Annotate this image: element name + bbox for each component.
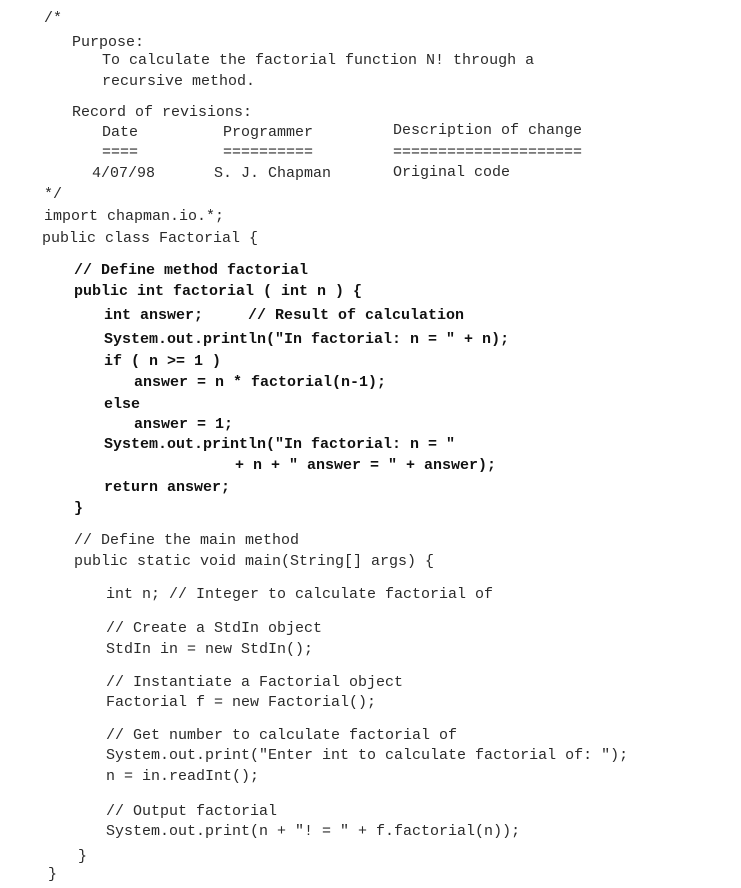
get-number-comment: // Get number to calculate factorial of: [106, 727, 458, 744]
stdin-comment: // Create a StdIn object: [106, 620, 323, 637]
factorial-signature: public int factorial ( int n ) {: [74, 283, 363, 300]
if-statement: if ( n >= 1 ): [104, 353, 222, 370]
factorial-close-brace: }: [74, 500, 84, 517]
comment-open: /*: [44, 10, 63, 27]
stdin-creation: StdIn in = new StdIn();: [106, 641, 314, 658]
table-header-description: Description of change: [393, 122, 583, 139]
purpose-line-1: To calculate the factorial function N! through a: [102, 52, 535, 69]
prompt-print: System.out.print("Enter int to calculate factorial of: ");: [106, 747, 629, 764]
purpose-label: Purpose:: [72, 34, 145, 51]
purpose-line-2: recursive method.: [102, 73, 256, 90]
base-case: answer = 1;: [134, 416, 234, 433]
answer-declaration: int answer; // Result of calculation: [104, 307, 465, 324]
factorial-instantiation: Factorial f = new Factorial();: [106, 694, 377, 711]
read-int: n = in.readInt();: [106, 768, 260, 785]
class-close-brace: }: [48, 866, 58, 883]
instantiate-comment: // Instantiate a Factorial object: [106, 674, 404, 691]
recursive-call: answer = n * factorial(n-1);: [134, 374, 387, 391]
println-answer-1: System.out.println("In factorial: n = ": [104, 436, 456, 453]
output-print: System.out.print(n + "! = " + f.factorial(n));: [106, 823, 521, 840]
table-underline-description: =====================: [393, 144, 583, 161]
table-row-programmer: S. J. Chapman: [214, 165, 332, 182]
main-signature: public static void main(String[] args) {: [74, 553, 435, 570]
main-comment: // Define the main method: [74, 532, 300, 549]
comment-close: */: [44, 186, 63, 203]
output-comment: // Output factorial: [106, 803, 278, 820]
table-header-date: Date: [102, 124, 139, 141]
return-statement: return answer;: [104, 479, 231, 496]
table-row-date: 4/07/98: [92, 165, 156, 182]
factorial-comment: // Define method factorial: [74, 262, 309, 279]
import-statement: import chapman.io.*;: [44, 208, 225, 225]
main-close-brace: }: [78, 848, 88, 865]
revisions-label: Record of revisions:: [72, 104, 253, 121]
class-declaration: public class Factorial {: [42, 230, 259, 247]
println-n: System.out.println("In factorial: n = " + n);: [104, 331, 510, 348]
table-underline-programmer: ==========: [223, 144, 314, 161]
int-n-declaration: int n; // Integer to calculate factorial of: [106, 586, 494, 603]
table-underline-date: ====: [102, 144, 139, 161]
println-answer-2: + n + " answer = " + answer);: [235, 457, 497, 474]
table-row-description: Original code: [393, 164, 511, 181]
table-header-programmer: Programmer: [223, 124, 314, 141]
else-keyword: else: [104, 396, 141, 413]
